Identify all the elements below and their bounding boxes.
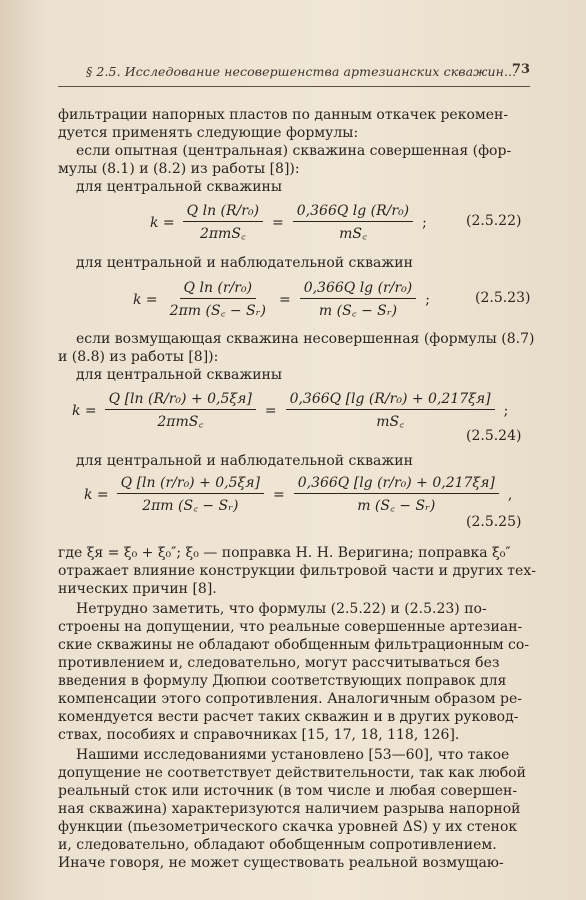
- numerator: 0,366Q [lg (R/r₀) + 0,217ξя]: [286, 391, 495, 410]
- equation-number: (2.5.23): [475, 290, 531, 306]
- formula-lhs: k =: [72, 403, 97, 419]
- formula-lhs: k =: [133, 292, 158, 308]
- text-line: где ξя = ξ₀ + ξ₀″; ξ₀ — поправка Н. Н. Веригина; поправка ξ₀″: [58, 545, 511, 561]
- text-line: Нашими исследованиями установлено [53—60], что такое: [76, 747, 510, 763]
- fraction: [166, 280, 270, 320]
- text-line: для центральной и наблюдательной скважин: [76, 453, 413, 469]
- formula-tail: ;: [425, 292, 430, 308]
- text-line: Нетрудно заметить, что формулы (2.5.22) и (2.5.23) по-: [76, 601, 487, 617]
- fraction: [286, 391, 495, 431]
- formula-2-5-24: [72, 390, 511, 432]
- fraction: [105, 391, 256, 431]
- text-line: введения в формулу Дюпюи соответствующих поправок для: [58, 673, 507, 689]
- formula-2-5-22: [150, 203, 430, 243]
- text-line: для центральной и наблюдательной скважин: [76, 255, 413, 271]
- text-line: ские скважины не обладают обобщенным фильтрационным со-: [58, 637, 530, 653]
- numerator: Q [ln (R/r₀) + 0,5ξя]: [105, 391, 256, 410]
- denominator: 2πmS꜀: [199, 226, 246, 242]
- equals-sign: =: [264, 403, 277, 419]
- text-line: дуется применять следующие формулы:: [58, 125, 359, 141]
- numerator: 0,366Q lg (R/r₀): [293, 203, 413, 222]
- text-line: мулы (8.1) и (8.2) из работы [8]):: [58, 161, 300, 177]
- fraction: [183, 203, 263, 243]
- text-line: для центральной скважины: [76, 367, 283, 383]
- denominator: 2πm (S꜀ − Sᵣ): [142, 498, 239, 514]
- equals-sign: =: [272, 487, 285, 503]
- text-line: Иначе говоря, не может существовать реальной возмущаю-: [58, 855, 504, 871]
- formula-lhs: k =: [150, 215, 175, 231]
- text-line: и, следовательно, обладают обобщенным сопротивлением.: [58, 837, 497, 853]
- text-line: нических причин [8].: [58, 581, 217, 597]
- fraction: [293, 203, 413, 243]
- denominator: mS꜀: [376, 414, 404, 430]
- formula-lhs: k =: [84, 487, 109, 503]
- formula-tail: ;: [503, 403, 509, 419]
- numerator: Q [ln (r/r₀) + 0,5ξя]: [117, 475, 264, 494]
- equation-number: (2.5.22): [466, 213, 522, 229]
- numerator: Q ln (r/r₀): [180, 280, 257, 299]
- denominator: m (S꜀ − Sᵣ): [357, 498, 436, 514]
- text-line: ствах, пособиях и справочниках [15, 17, 18, 118, 126].: [58, 727, 460, 743]
- denominator: 2πmS꜀: [157, 414, 204, 430]
- numerator: 0,366Q [lg (r/r₀) + 0,217ξя]: [294, 475, 499, 494]
- formula-tail: ,: [507, 487, 513, 503]
- text-line: если опытная (центральная) скважина совершенная (фор-: [76, 143, 512, 159]
- text-line: противлением и, следовательно, могут рассчитываться без: [58, 655, 500, 671]
- formula-tail: ;: [422, 215, 427, 231]
- text-line: строены на допущении, что реальные совершенные артезиан-: [58, 619, 523, 635]
- text-line: если возмущающая скважина несовершенная (формулы (8.7): [76, 331, 535, 347]
- text-line: отражает влияние конструкции фильтровой части и других тех-: [58, 563, 536, 579]
- denominator: mS꜀: [339, 226, 367, 242]
- section-title: § 2.5. Исследование несовершенства артезианских скважин...: [86, 64, 517, 79]
- equation-number: (2.5.25): [466, 514, 522, 530]
- text-line: комендуется вести расчет таких скважин и в других руковод-: [58, 709, 519, 725]
- numerator: 0,366Q lg (r/r₀): [300, 280, 417, 299]
- text-line: фильтрации напорных пластов по данным откачек рекомен-: [58, 107, 509, 123]
- fraction: [294, 475, 499, 515]
- text-line: для центральной скважины: [76, 179, 283, 195]
- text-line: ная скважина) характеризуются наличием разрыва напорной: [58, 801, 521, 817]
- page-number: 73: [511, 62, 530, 77]
- running-header: [58, 60, 530, 84]
- fraction: [300, 280, 417, 320]
- formula-2-5-23: [133, 280, 433, 320]
- fraction: [117, 475, 264, 515]
- header-rule: [58, 86, 530, 87]
- text-line: функции (пьезометрического скачка уровней ΔS) у их стенок: [58, 819, 518, 835]
- formula-2-5-25: [84, 474, 515, 516]
- text-line: реальный сток или источник (в том числе и любая совершен-: [58, 783, 518, 799]
- equals-sign: =: [278, 292, 291, 308]
- equation-number: (2.5.24): [466, 428, 522, 444]
- text-line: компенсации этого сопротивления. Аналогичным образом ре-: [58, 691, 522, 707]
- denominator: m (S꜀ − Sᵣ): [318, 303, 398, 319]
- denominator: 2πm (S꜀ − Sᵣ): [169, 303, 266, 319]
- numerator: Q ln (R/r₀): [183, 203, 263, 222]
- text-line: и (8.8) из работы [8]):: [58, 349, 219, 365]
- equals-sign: =: [272, 215, 284, 231]
- text-line: допущение не соответствует действительности, так как любой: [58, 765, 526, 781]
